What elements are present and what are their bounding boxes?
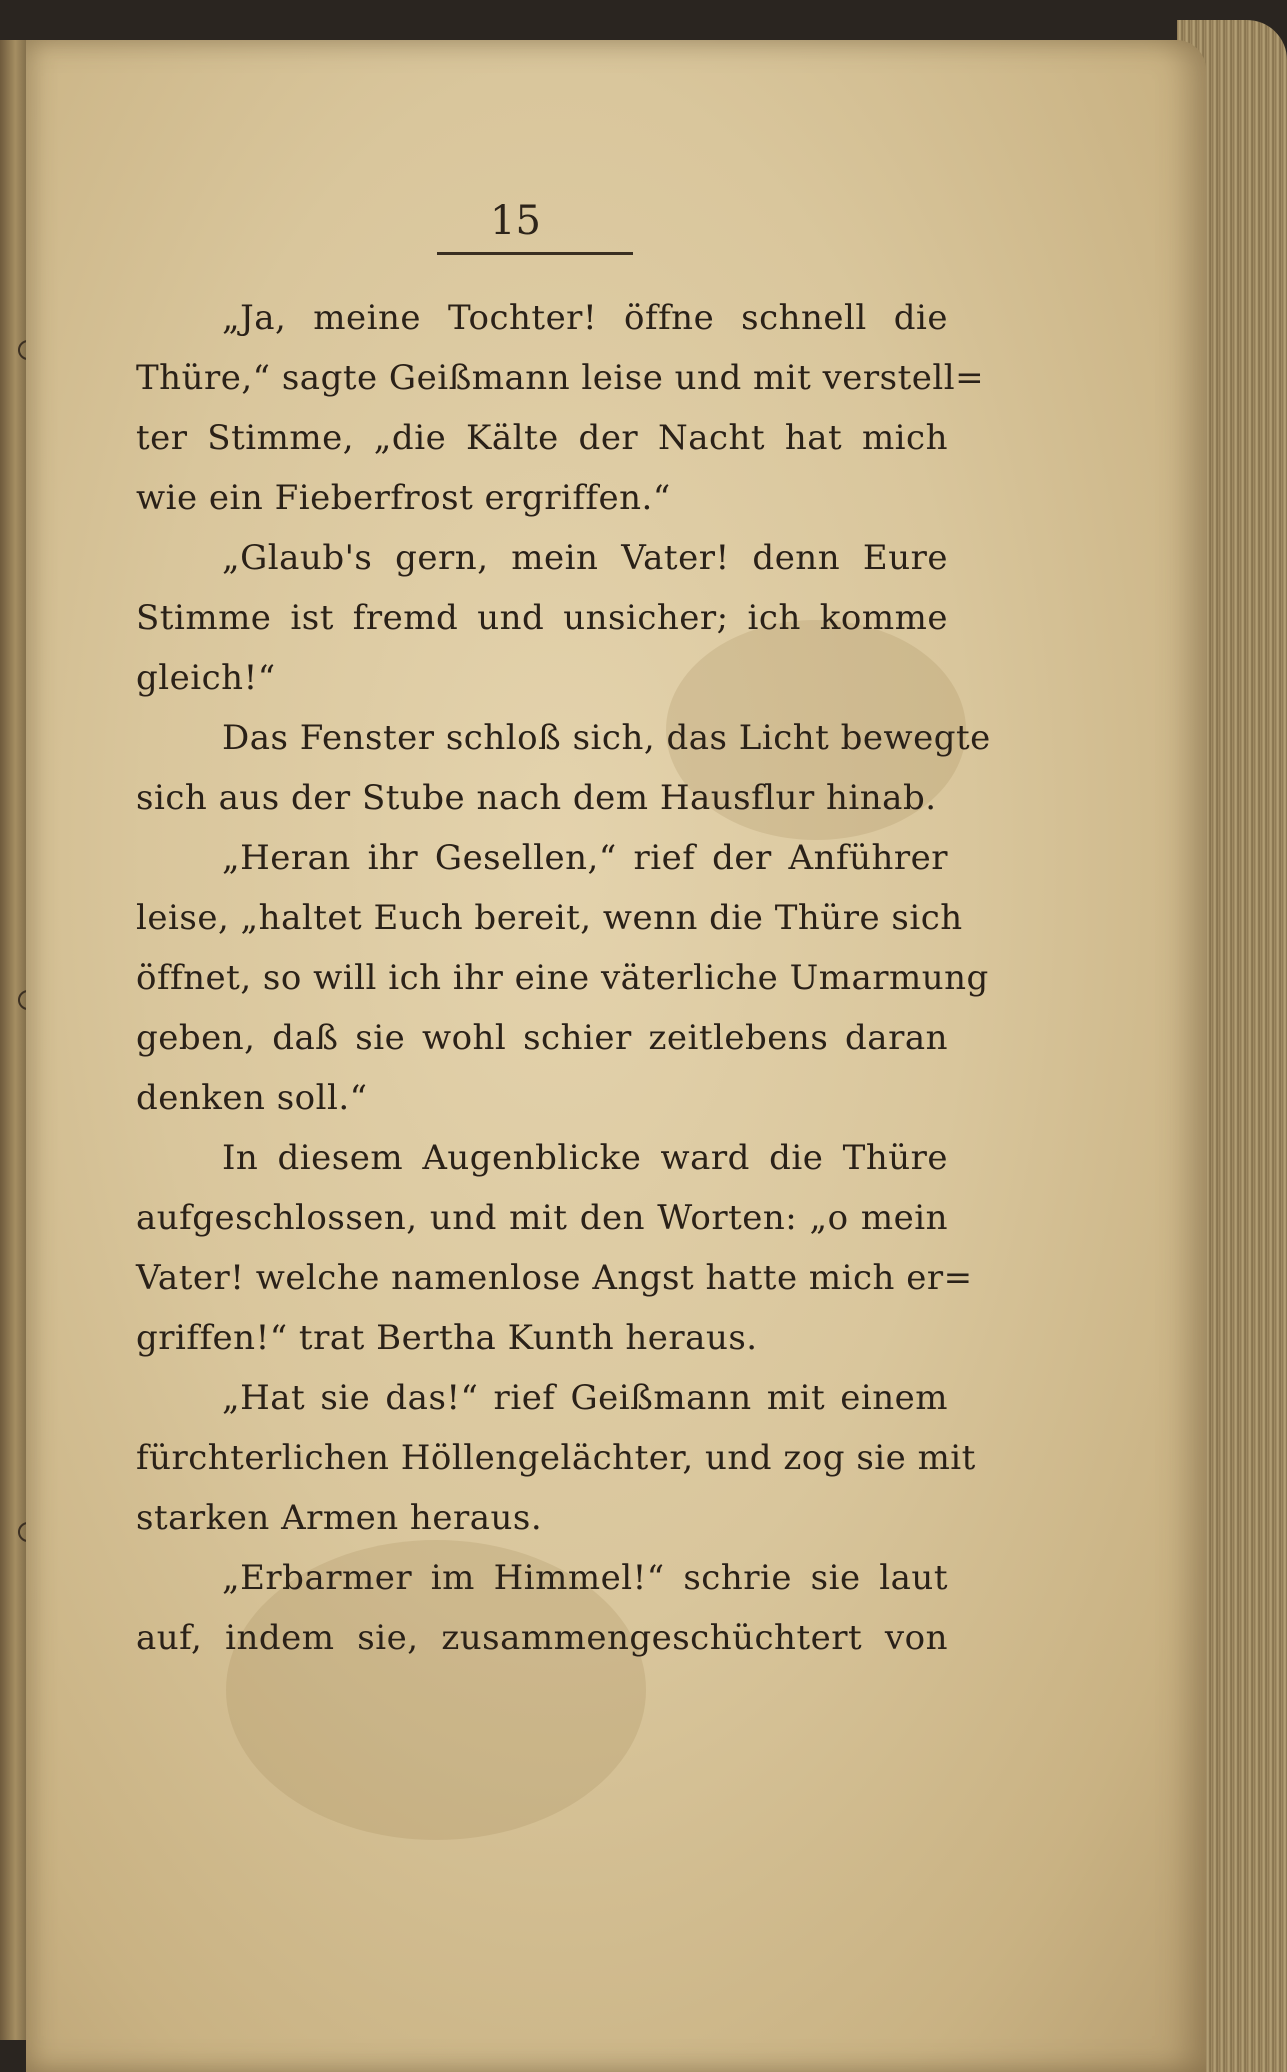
text-line: In diesem Augenblicke ward die Thüre — [222, 1138, 948, 1178]
text-line: gleich!“ — [136, 658, 276, 698]
text-line: wie ein Fieberfrost ergriffen.“ — [136, 478, 671, 518]
text-line: sich aus der Stube nach dem Hausflur hinab. — [136, 778, 937, 818]
header-rule — [437, 252, 633, 255]
text-line: fürchterlichen Höllengelächter, und zog sie mit — [136, 1438, 976, 1478]
text-line: öffnet, so will ich ihr eine väterliche Umarmung — [136, 958, 989, 998]
text-line: „Erbarmer im Himmel!“ schrie sie laut — [222, 1558, 948, 1598]
text-line: starken Armen heraus. — [136, 1498, 543, 1538]
text-line: „Heran ihr Gesellen,“ rief der Anführer — [222, 838, 948, 878]
text-line: Das Fenster schloß sich, das Licht bewegte — [222, 718, 991, 758]
page-number: 15 — [490, 198, 541, 244]
text-line: „Ja, meine Tochter! öffne schnell die — [222, 298, 948, 338]
text-line: „Glaub's gern, mein Vater! denn Eure — [222, 538, 948, 578]
text-line: leise, „haltet Euch bereit, wenn die Thüre sich — [136, 898, 963, 938]
text-line: geben, daß sie wohl schier zeitlebens daran — [136, 1018, 948, 1058]
text-line: auf, indem sie, zusammengeschüchtert von — [136, 1618, 948, 1658]
text-line: Stimme ist fremd und unsicher; ich komme — [136, 598, 948, 638]
text-line: aufgeschlossen, und mit den Worten: „o mein — [136, 1198, 948, 1238]
text-line: Thüre,“ sagte Geißmann leise und mit verstell= — [136, 358, 985, 398]
text-line: Vater! welche namenlose Angst hatte mich er= — [136, 1258, 973, 1298]
text-line: griffen!“ trat Bertha Kunth heraus. — [136, 1318, 758, 1358]
text-line: „Hat sie das!“ rief Geißmann mit einem — [222, 1378, 948, 1418]
text-line: ter Stimme, „die Kälte der Nacht hat mich — [136, 418, 948, 458]
text-line: denken soll.“ — [136, 1078, 368, 1118]
page-text — [136, 288, 991, 1668]
